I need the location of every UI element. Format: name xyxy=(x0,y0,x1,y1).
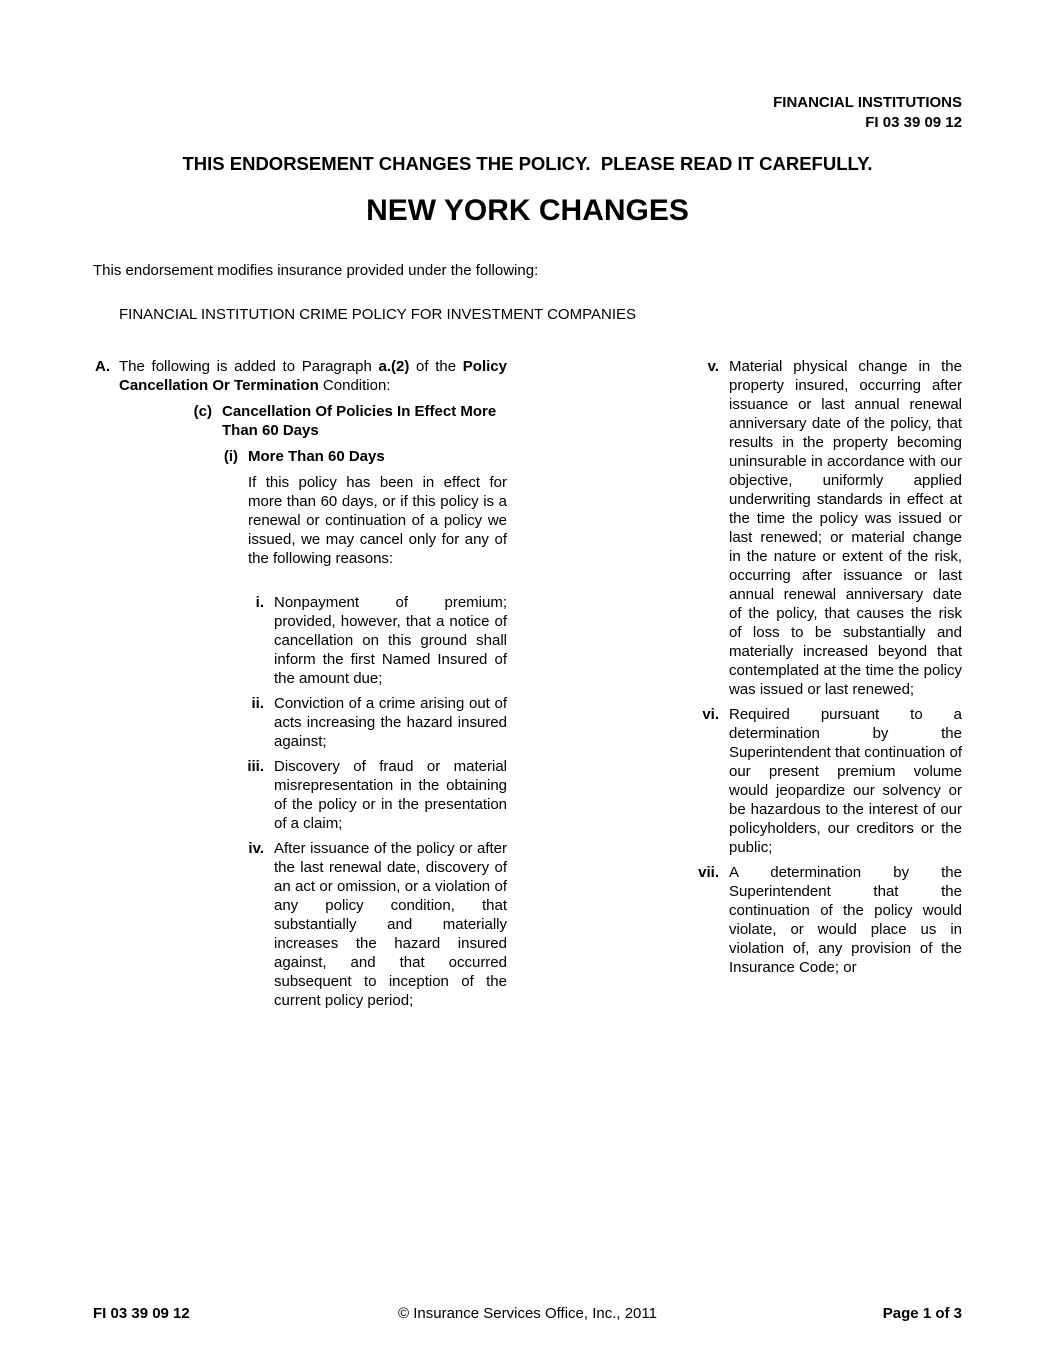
subsection-c xyxy=(193,402,507,440)
reason-label: iv. xyxy=(248,840,264,857)
reason-label: v. xyxy=(707,358,719,375)
reason-ii xyxy=(251,694,507,751)
condition-name: Policy Cancellation Or Termination xyxy=(119,358,507,394)
subsection-i-heading: More Than 60 Days xyxy=(248,448,385,465)
reason-label: i. xyxy=(255,594,264,611)
footer-form-number: FI 03 39 09 12 xyxy=(93,1305,190,1322)
reason-text: Conviction of a crime arising out of acts increasing the hazard insured against; xyxy=(274,695,507,750)
section-a-text-post: Condition: xyxy=(318,377,391,394)
reason-i xyxy=(255,593,507,688)
subsection-i-text: If this policy has been in effect for more than 60 days, or if this policy is a renewal or continuation of a policy we issued, we may cancel only for any of the following reasons: xyxy=(248,474,507,567)
reason-text: Discovery of fraud or material misrepresentation in the obtaining of the policy or in the presentation of a claim; xyxy=(274,758,507,832)
subsection-i xyxy=(223,447,507,568)
form-header xyxy=(773,93,962,133)
reason-label: ii. xyxy=(251,695,264,712)
footer-page-number: Page 1 of 3 xyxy=(882,1305,962,1322)
section-a-text-mid: of the xyxy=(409,358,463,375)
paragraph-ref: a.(2) xyxy=(378,358,410,375)
intro-text: This endorsement modifies insurance provided under the following: xyxy=(93,262,539,279)
reasons-right xyxy=(698,357,962,983)
reason-text: Required pursuant to a determination by the Superintendent that continuation of our present premium volume would jeopardize our solvency or be hazardous to the interest of our policyholders, our creditors or the public; xyxy=(729,706,962,856)
endorsement-notice: THIS ENDORSEMENT CHANGES THE POLICY. PLEASE READ IT CAREFULLY. xyxy=(182,153,873,174)
policy-name: FINANCIAL INSTITUTION CRIME POLICY FOR INVESTMENT COMPANIES xyxy=(119,306,637,323)
reason-text: Material physical change in the property insured, occurring after issuance or last annual renewal anniversary date of the policy, that results in the property becoming uninsurable in accordance with our objective, uniformly applied underwriting standards in effect at the time the policy was issued or last renewed; or material change in the nature or extent of the risk, occurring after issuance or last annual renewal anniversary date of the policy, that causes the risk of loss to be substantially and materially increased beyond that contemplated at the time the policy was issued or last renewed; xyxy=(729,358,962,698)
reason-text: Nonpayment of premium; provided, however, that a notice of cancellation on this ground shall inform the first Named Insured of the amount due; xyxy=(274,594,507,687)
reason-vi xyxy=(702,705,962,857)
page-title: NEW YORK CHANGES xyxy=(366,194,689,227)
reason-vii xyxy=(698,863,962,977)
section-a-label: A. xyxy=(95,358,110,375)
reasons-left xyxy=(247,593,507,1016)
footer-copyright: © Insurance Services Office, Inc., 2011 xyxy=(398,1305,657,1322)
reason-label: vi. xyxy=(702,706,719,723)
reason-iv xyxy=(248,839,507,1010)
header-form-number: FI 03 39 09 12 xyxy=(865,114,962,131)
reason-iii xyxy=(247,757,507,833)
subsection-c-heading: Cancellation Of Policies In Effect More Than 60 Days xyxy=(222,403,497,439)
section-a-text: The following is added to Paragraph xyxy=(119,358,379,375)
header-line-1: FINANCIAL INSTITUTIONS xyxy=(773,94,962,111)
reason-text: After issuance of the policy or after the last renewal date, discovery of an act or omission, or a violation of any policy condition, that substantially and materially increases the hazard insured against, and that occurred subsequent to inception of the current policy period; xyxy=(274,840,507,1009)
reason-text: A determination by the Superintendent that the continuation of the policy would violate, or would place us in violation of, any provision of the Insurance Code; or xyxy=(729,864,962,976)
reason-label: vii. xyxy=(698,864,719,881)
reason-label: iii. xyxy=(247,758,264,775)
section-a xyxy=(95,357,507,395)
subsection-c-label: (c) xyxy=(193,403,212,420)
reason-v xyxy=(707,357,962,699)
subsection-i-label: (i) xyxy=(223,448,238,465)
